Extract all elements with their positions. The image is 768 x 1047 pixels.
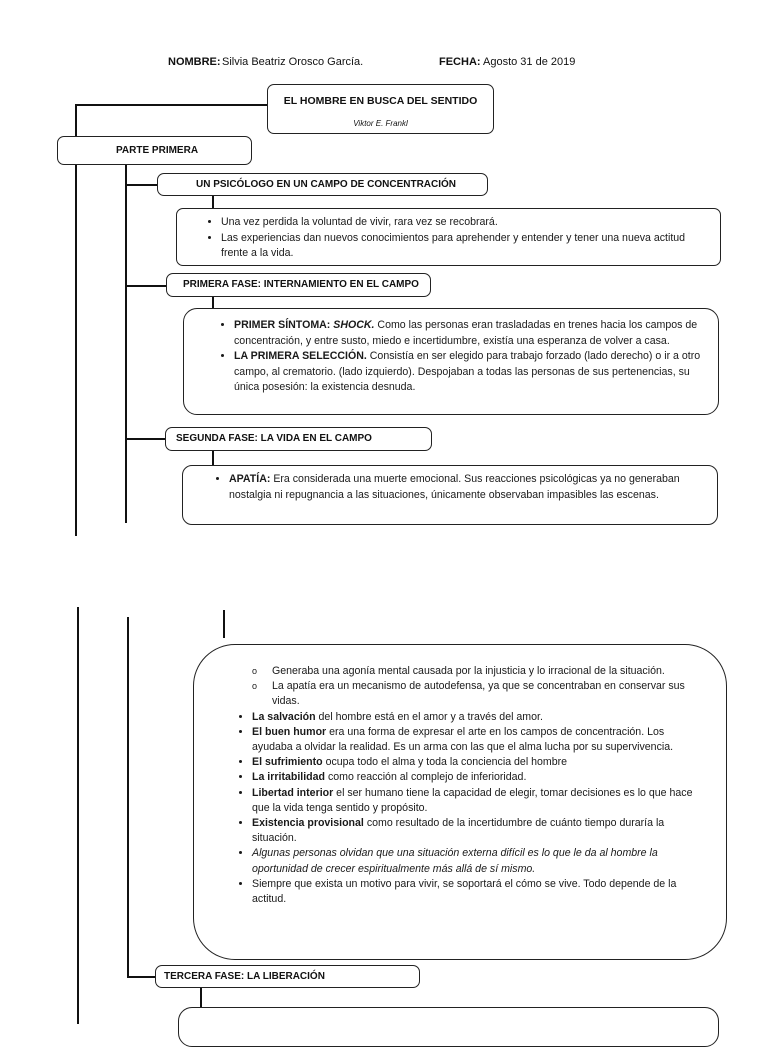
phase-one-heading: PRIMERA FASE: INTERNAMIENTO EN EL CAMPO (183, 279, 419, 290)
phase-three-heading: TERCERA FASE: LA LIBERACIÓN (164, 970, 325, 982)
phase-one-content-box (183, 308, 719, 415)
sub-list-item: o Generaba una agonía mental causada por la injusticia y lo irracional de la situación. (252, 664, 704, 679)
date-value: Agosto 31 de 2019 (483, 56, 576, 68)
title-connector-line (75, 104, 267, 106)
main-connector-line (77, 607, 79, 1024)
list-item: • Algunas personas olvidan que una situación externa difícil es lo que le da al hombre la oportunidad de crecer espiritualmente más allá de sí mismo. (252, 846, 704, 876)
section-camp-content-box (176, 208, 721, 266)
branch-line (212, 450, 214, 465)
branch-line (223, 610, 225, 638)
branch-line (127, 976, 155, 978)
part-connector-line (127, 617, 129, 977)
section-camp-heading-box (157, 173, 488, 196)
branch-line (212, 296, 214, 308)
name-label: NOMBRE: (168, 56, 221, 68)
part-one-box (57, 136, 252, 165)
phase-two-heading: SEGUNDA FASE: LA VIDA EN EL CAMPO (176, 433, 372, 444)
list-item: • Existencia provisional como resultado de la incertidumbre de cuánto tiempo duraría la situación. (252, 816, 704, 846)
phase-two-continued-box (193, 644, 727, 960)
branch-line (125, 285, 167, 287)
list-item: • El sufrimiento ocupa todo el alma y toda la conciencia del hombre (252, 755, 704, 770)
main-connector-line (75, 104, 77, 536)
book-author: Viktor E. Frankl (353, 119, 408, 128)
list-item: • Siempre que exista un motivo para vivir, se soportará el cómo se vive. Todo depende de la actitud. (252, 877, 704, 907)
phase-two-content-box (182, 465, 718, 525)
phase-three-content-box (178, 1007, 719, 1047)
phase-two-heading-box (165, 427, 432, 451)
branch-line (125, 184, 158, 186)
part-connector-line (125, 165, 127, 523)
part-one-label: PARTE PRIMERA (116, 144, 199, 156)
list-item: • LA PRIMERA SELECCIÓN. Consistía en ser elegido para trabajo forzado (lado derecho) o ir a otro campo, al crematorio. (lado izquierdo). Despojaban a todas las personas de sus pertenencias, su única posesión: la existencia desnuda. (234, 349, 706, 396)
list-item: • Una vez perdida la voluntad de vivir, rara vez se recobrará. (221, 215, 713, 231)
sub-list-item: o La apatía era un mecanismo de autodefensa, ya que se concentraban en conservar sus vidas. (252, 679, 704, 709)
list-item: • APATÍA: Era considerada una muerte emocional. Sus reacciones psicológicas ya no generaban nostalgia ni repugnancia a las situaciones, únicamente observaban impasibles las escenas. (229, 472, 706, 503)
section-camp-heading: UN PSICÓLOGO EN UN CAMPO DE CONCENTRACIÓN (196, 178, 457, 190)
list-item: • La irritabilidad como reacción al complejo de inferioridad. (252, 770, 704, 785)
phase-one-heading-box (166, 273, 431, 297)
branch-line (125, 438, 167, 440)
date-label: FECHA: (439, 56, 481, 68)
phase-three-heading-box (155, 965, 420, 988)
list-item: • La salvación del hombre está en el amor y a través del amor. (252, 710, 704, 725)
name-value: Silvia Beatriz Orosco García. (222, 56, 364, 68)
list-item: • El buen humor era una forma de expresar el arte en los campos de concentración. Los ayudaba a olvidar la realidad. Es un arma con las que el alma lucha por su supervivencia. (252, 725, 704, 755)
list-item: • Libertad interior el ser humano tiene la capacidad de elegir, tomar decisiones es lo que hace que la vida tenga sentido y propósito. (252, 786, 704, 816)
branch-line (212, 196, 214, 208)
list-item: • Las experiencias dan nuevos conocimientos para aprehender y entender y tener una nueva actitud frente a la vida. (221, 231, 713, 262)
document-header (0, 56, 768, 70)
title-box (267, 84, 494, 134)
branch-line (200, 987, 202, 1009)
list-item: • PRIMER SÍNTOMA: SHOCK. Como las personas eran trasladadas en trenes hacia los campos de concentración, y entre susto, miedo e incertidumbre, existía una esperanza de volver a casa. (234, 318, 706, 349)
book-title: EL HOMBRE EN BUSCA DEL SENTIDO (283, 95, 478, 107)
